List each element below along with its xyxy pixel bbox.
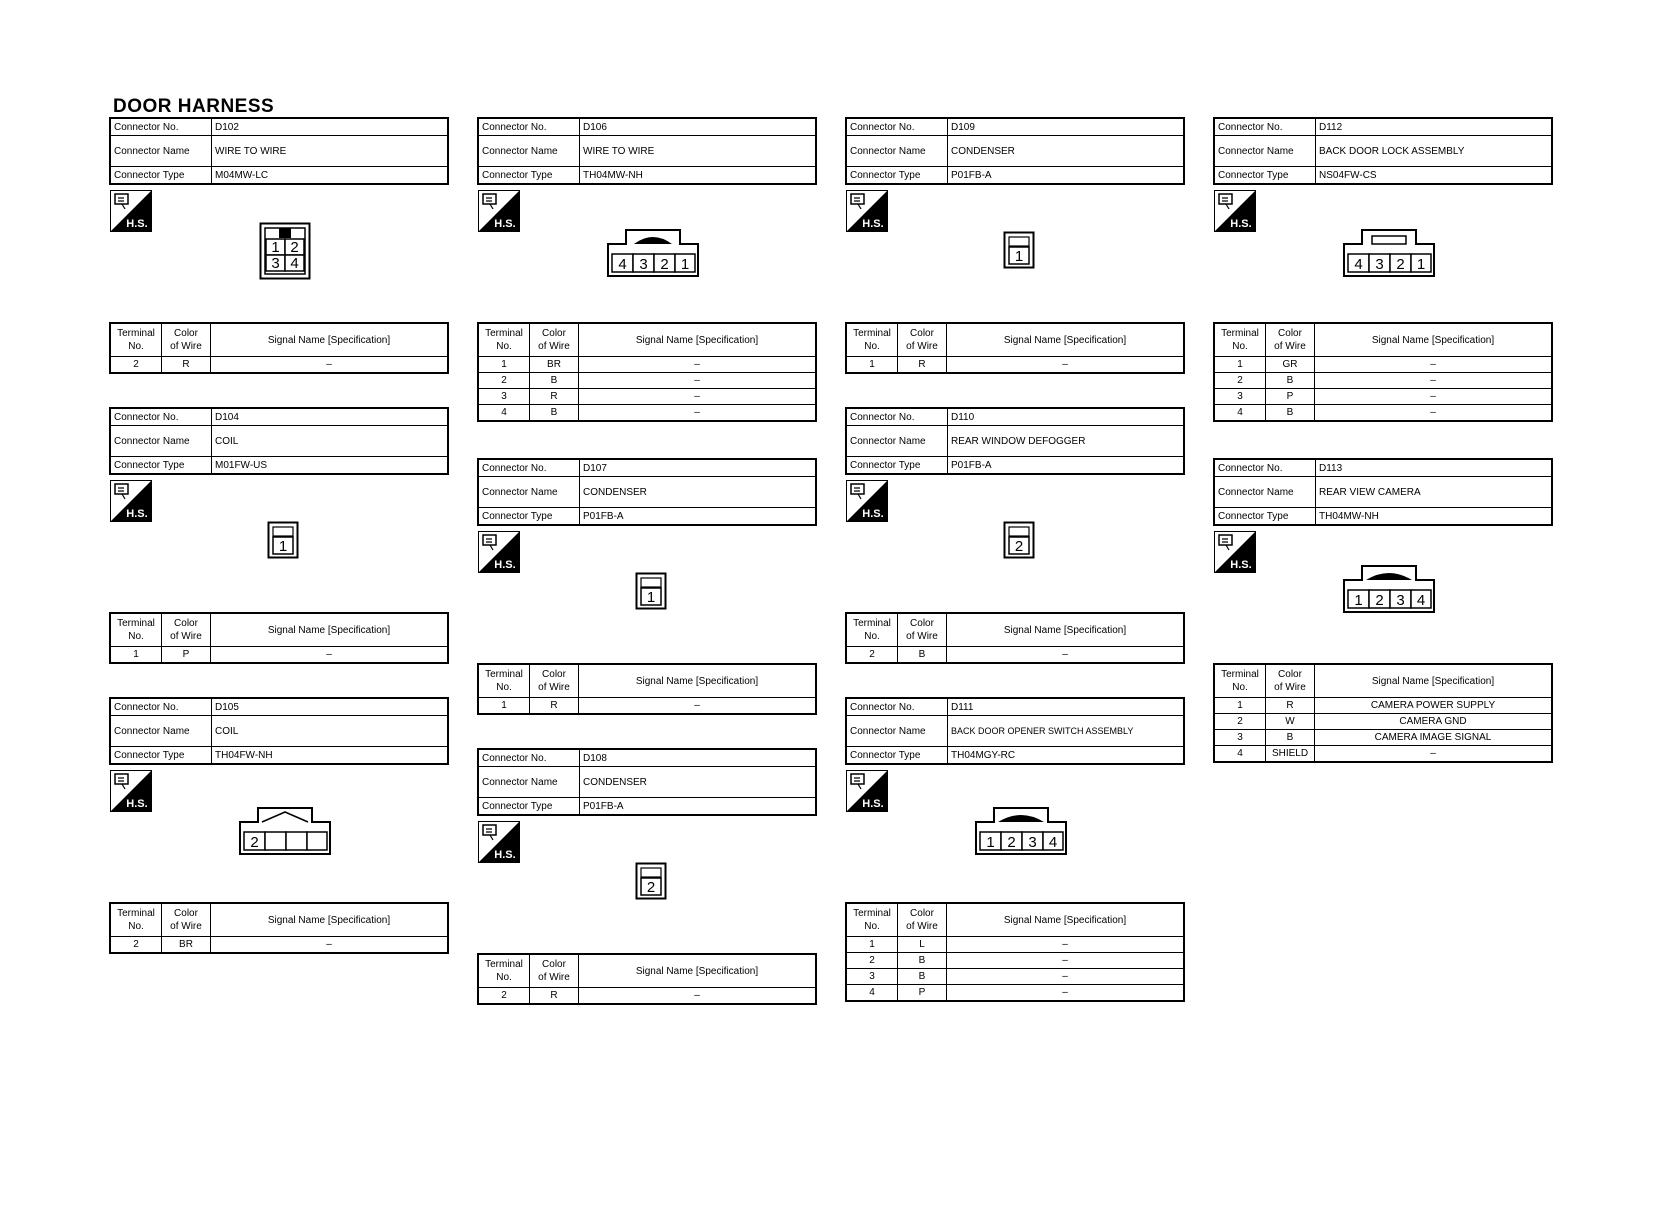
table-row: 1 R CAMERA POWER SUPPLY (1214, 698, 1552, 714)
connector-info-d108 (477, 748, 817, 816)
pin-label: 2 (250, 834, 259, 851)
harness-side-icon (846, 190, 888, 232)
connector-type-label: Connector Type (1214, 167, 1316, 185)
connector-type-label: Connector Type (478, 798, 580, 816)
connector-no-value: D109 (948, 118, 1185, 136)
hs-label: H.S. (862, 218, 884, 230)
connector-type-label: Connector Type (110, 747, 212, 765)
connector-name-value: BACK DOOR OPENER SWITCH ASSEMBLY (948, 716, 1185, 747)
terminal-no-header: Terminal No. (110, 903, 162, 937)
signal-name-header: Signal Name [Specification] (211, 613, 449, 647)
color-header: Color of Wire (530, 954, 579, 988)
table-row: 4 B – (478, 405, 816, 422)
signal-name-header: Signal Name [Specification] (1315, 323, 1553, 357)
connector-no-value: D112 (1316, 118, 1553, 136)
connector-type-value: TH04MW-NH (1316, 508, 1553, 526)
terminal-table-d104 (109, 612, 449, 664)
connector-info-d107 (477, 458, 817, 526)
signal-name-header: Signal Name [Specification] (947, 903, 1185, 937)
connector-name-value: REAR WINDOW DEFOGGER (948, 426, 1185, 457)
terminal-table-d113 (1213, 663, 1553, 763)
table-row: 1 BR – (478, 357, 816, 373)
hs-label: H.S. (494, 849, 516, 861)
connector-name-label: Connector Name (1214, 136, 1316, 167)
harness-side-icon (110, 770, 152, 812)
hs-label: H.S. (862, 508, 884, 520)
color-header: Color of Wire (162, 613, 211, 647)
connector-no-label: Connector No. (478, 118, 580, 136)
connector-name-label: Connector Name (110, 136, 212, 167)
pin-label: 2 (660, 256, 669, 273)
table-row: 4 P – (846, 985, 1184, 1002)
connector-no-value: D106 (580, 118, 817, 136)
connector-info-d109 (845, 117, 1185, 185)
connector-type-label: Connector Type (478, 167, 580, 185)
connector-no-value: D102 (212, 118, 449, 136)
table-row: 1 L – (846, 937, 1184, 953)
signal-name-header: Signal Name [Specification] (1315, 664, 1553, 698)
harness-side-icon (110, 480, 152, 522)
connector-type-value: P01FB-A (948, 457, 1185, 475)
pin-label: 1 (278, 538, 288, 555)
pin-label: 3 (1396, 592, 1405, 609)
connector-face-d104 (267, 521, 299, 564)
terminal-no-header: Terminal No. (846, 613, 898, 647)
table-row: 2 W CAMERA GND (1214, 714, 1552, 730)
pin-label: 1 (646, 589, 656, 606)
connector-info-d110 (845, 407, 1185, 475)
table-row: 1 P – (110, 647, 448, 664)
page-title: DOOR HARNESS (113, 96, 275, 117)
terminal-no-header: Terminal No. (478, 664, 530, 698)
connector-no-label: Connector No. (1214, 118, 1316, 136)
connector-type-value: TH04MGY-RC (948, 747, 1185, 765)
connector-info-d112 (1213, 117, 1553, 185)
connector-type-value: M01FW-US (212, 457, 449, 475)
terminal-no-header: Terminal No. (478, 323, 530, 357)
connector-info-d104 (109, 407, 449, 475)
connector-no-label: Connector No. (110, 698, 212, 716)
table-row: 2 BR – (110, 937, 448, 954)
connector-no-value: D108 (580, 749, 817, 767)
connector-info-d111 (845, 697, 1185, 765)
color-header: Color of Wire (162, 903, 211, 937)
connector-info-d106 (477, 117, 817, 185)
connector-no-value: D113 (1316, 459, 1553, 477)
terminal-no-header: Terminal No. (846, 903, 898, 937)
connector-name-value: CONDENSER (948, 136, 1185, 167)
terminal-no-header: Terminal No. (110, 613, 162, 647)
connector-no-label: Connector No. (110, 118, 212, 136)
pin-label: 4 (1416, 592, 1426, 609)
signal-name-header: Signal Name [Specification] (579, 954, 817, 988)
connector-type-value: TH04FW-NH (212, 747, 449, 765)
connector-no-value: D107 (580, 459, 817, 477)
pin-label: 4 (1354, 256, 1363, 273)
connector-name-value: COIL (212, 716, 449, 747)
connector-type-value: P01FB-A (948, 167, 1185, 185)
terminal-table-d105 (109, 902, 449, 954)
terminal-no-header: Terminal No. (1214, 664, 1266, 698)
pin-label: 4 (1048, 834, 1058, 851)
hs-label: H.S. (862, 798, 884, 810)
table-row: 3 R – (478, 389, 816, 405)
terminal-table-d110 (845, 612, 1185, 664)
terminal-table-d109 (845, 322, 1185, 374)
connector-type-value: NS04FW-CS (1316, 167, 1553, 185)
connector-name-label: Connector Name (110, 716, 212, 747)
connector-no-label: Connector No. (846, 408, 948, 426)
connector-face-d111 (974, 806, 1068, 861)
connector-info-d102 (109, 117, 449, 185)
table-row: 2 B – (1214, 373, 1552, 389)
table-row: 3 B CAMERA IMAGE SIGNAL (1214, 730, 1552, 746)
pin-label: 1 (680, 256, 690, 273)
connector-type-value: M04MW-LC (212, 167, 449, 185)
connector-face-d110 (1003, 521, 1035, 564)
connector-name-value: BACK DOOR LOCK ASSEMBLY (1316, 136, 1553, 167)
connector-no-label: Connector No. (846, 118, 948, 136)
table-row: 3 P – (1214, 389, 1552, 405)
pin-label: 2 (1396, 256, 1405, 273)
hs-label: H.S. (1230, 559, 1252, 571)
connector-face-d107 (635, 572, 667, 615)
connector-name-label: Connector Name (478, 767, 580, 798)
connector-name-label: Connector Name (478, 477, 580, 508)
pin-label: 3 (639, 256, 648, 273)
pin-label: 1 (1014, 248, 1024, 265)
connector-name-value: COIL (212, 426, 449, 457)
connector-name-label: Connector Name (110, 426, 212, 457)
hs-label: H.S. (494, 218, 516, 230)
table-row: 2 R – (110, 357, 448, 374)
connector-info-d113 (1213, 458, 1553, 526)
connector-no-value: D104 (212, 408, 449, 426)
connector-no-label: Connector No. (1214, 459, 1316, 477)
terminal-table-d106 (477, 322, 817, 422)
connector-face-d106 (606, 228, 700, 283)
connector-type-label: Connector Type (478, 508, 580, 526)
color-header: Color of Wire (162, 323, 211, 357)
pin-label: 1 (271, 239, 280, 256)
terminal-no-header: Terminal No. (846, 323, 898, 357)
harness-side-icon (478, 190, 520, 232)
connector-type-value: P01FB-A (580, 798, 817, 816)
harness-side-icon (1214, 190, 1256, 232)
connector-name-value: REAR VIEW CAMERA (1316, 477, 1553, 508)
color-header: Color of Wire (1266, 323, 1315, 357)
pin-label: 4 (290, 255, 299, 272)
connector-no-value: D110 (948, 408, 1185, 426)
connector-face-d108 (635, 862, 667, 905)
harness-side-icon (846, 480, 888, 522)
signal-name-header: Signal Name [Specification] (211, 903, 449, 937)
table-row: 2 B – (846, 953, 1184, 969)
signal-name-header: Signal Name [Specification] (947, 613, 1185, 647)
connector-no-value: D111 (948, 698, 1185, 716)
color-header: Color of Wire (530, 323, 579, 357)
signal-name-header: Signal Name [Specification] (579, 323, 817, 357)
table-row: 3 B – (846, 969, 1184, 985)
connector-name-label: Connector Name (846, 136, 948, 167)
terminal-table-d112 (1213, 322, 1553, 422)
connector-no-label: Connector No. (478, 749, 580, 767)
connector-info-d105 (109, 697, 449, 765)
table-row: 4 B – (1214, 405, 1552, 422)
signal-name-header: Signal Name [Specification] (579, 664, 817, 698)
connector-no-label: Connector No. (110, 408, 212, 426)
connector-type-label: Connector Type (110, 167, 212, 185)
hs-label: H.S. (1230, 218, 1252, 230)
connector-type-label: Connector Type (846, 457, 948, 475)
connector-name-label: Connector Name (1214, 477, 1316, 508)
connector-no-label: Connector No. (846, 698, 948, 716)
harness-side-icon (478, 821, 520, 863)
connector-name-label: Connector Name (846, 716, 948, 747)
signal-name-header: Signal Name [Specification] (947, 323, 1185, 357)
pin-label: 3 (1028, 834, 1037, 851)
connector-face-d113 (1342, 564, 1436, 619)
table-row: 4 SHIELD – (1214, 746, 1552, 763)
pin-label: 1 (1354, 592, 1363, 609)
terminal-table-d107 (477, 663, 817, 715)
connector-type-label: Connector Type (110, 457, 212, 475)
terminal-table-d102 (109, 322, 449, 374)
terminal-table-d111 (845, 902, 1185, 1002)
table-row: 1 R – (846, 357, 1184, 374)
harness-side-icon (110, 190, 152, 232)
connector-name-value: WIRE TO WIRE (212, 136, 449, 167)
pin-label: 2 (646, 879, 656, 896)
connector-name-value: CONDENSER (580, 477, 817, 508)
connector-type-label: Connector Type (846, 167, 948, 185)
harness-side-icon (846, 770, 888, 812)
color-header: Color of Wire (1266, 664, 1315, 698)
connector-no-value: D105 (212, 698, 449, 716)
terminal-no-header: Terminal No. (478, 954, 530, 988)
terminal-no-header: Terminal No. (110, 323, 162, 357)
connector-type-value: P01FB-A (580, 508, 817, 526)
hs-label: H.S. (494, 559, 516, 571)
connector-face-d102 (259, 222, 311, 285)
pin-label: 4 (618, 256, 627, 273)
color-header: Color of Wire (898, 613, 947, 647)
pin-label: 1 (986, 834, 995, 851)
pin-label: 3 (1375, 256, 1384, 273)
connector-type-label: Connector Type (1214, 508, 1316, 526)
pin-label: 2 (1007, 834, 1016, 851)
hs-label: H.S. (126, 508, 148, 520)
terminal-table-d108 (477, 953, 817, 1005)
hs-label: H.S. (126, 798, 148, 810)
table-row: 2 R – (478, 988, 816, 1005)
color-header: Color of Wire (898, 903, 947, 937)
connector-name-label: Connector Name (846, 426, 948, 457)
terminal-no-header: Terminal No. (1214, 323, 1266, 357)
connector-type-label: Connector Type (846, 747, 948, 765)
harness-side-icon (1214, 531, 1256, 573)
pin-label: 1 (1416, 256, 1426, 273)
connector-face-d112 (1342, 228, 1436, 283)
connector-no-label: Connector No. (478, 459, 580, 477)
color-header: Color of Wire (898, 323, 947, 357)
connector-type-value: TH04MW-NH (580, 167, 817, 185)
pin-label: 2 (1014, 538, 1024, 555)
table-row: 2 B – (846, 647, 1184, 664)
table-row: 1 R – (478, 698, 816, 715)
connector-face-d109 (1003, 231, 1035, 274)
table-row: 2 B – (478, 373, 816, 389)
harness-side-icon (478, 531, 520, 573)
connector-name-label: Connector Name (478, 136, 580, 167)
connector-face-d105 (238, 806, 332, 861)
pin-label: 2 (1375, 592, 1384, 609)
connector-name-value: CONDENSER (580, 767, 817, 798)
table-row: 1 GR – (1214, 357, 1552, 373)
signal-name-header: Signal Name [Specification] (211, 323, 449, 357)
hs-label: H.S. (126, 218, 148, 230)
pin-label: 3 (271, 255, 280, 272)
color-header: Color of Wire (530, 664, 579, 698)
connector-name-value: WIRE TO WIRE (580, 136, 817, 167)
pin-label: 2 (290, 239, 299, 256)
